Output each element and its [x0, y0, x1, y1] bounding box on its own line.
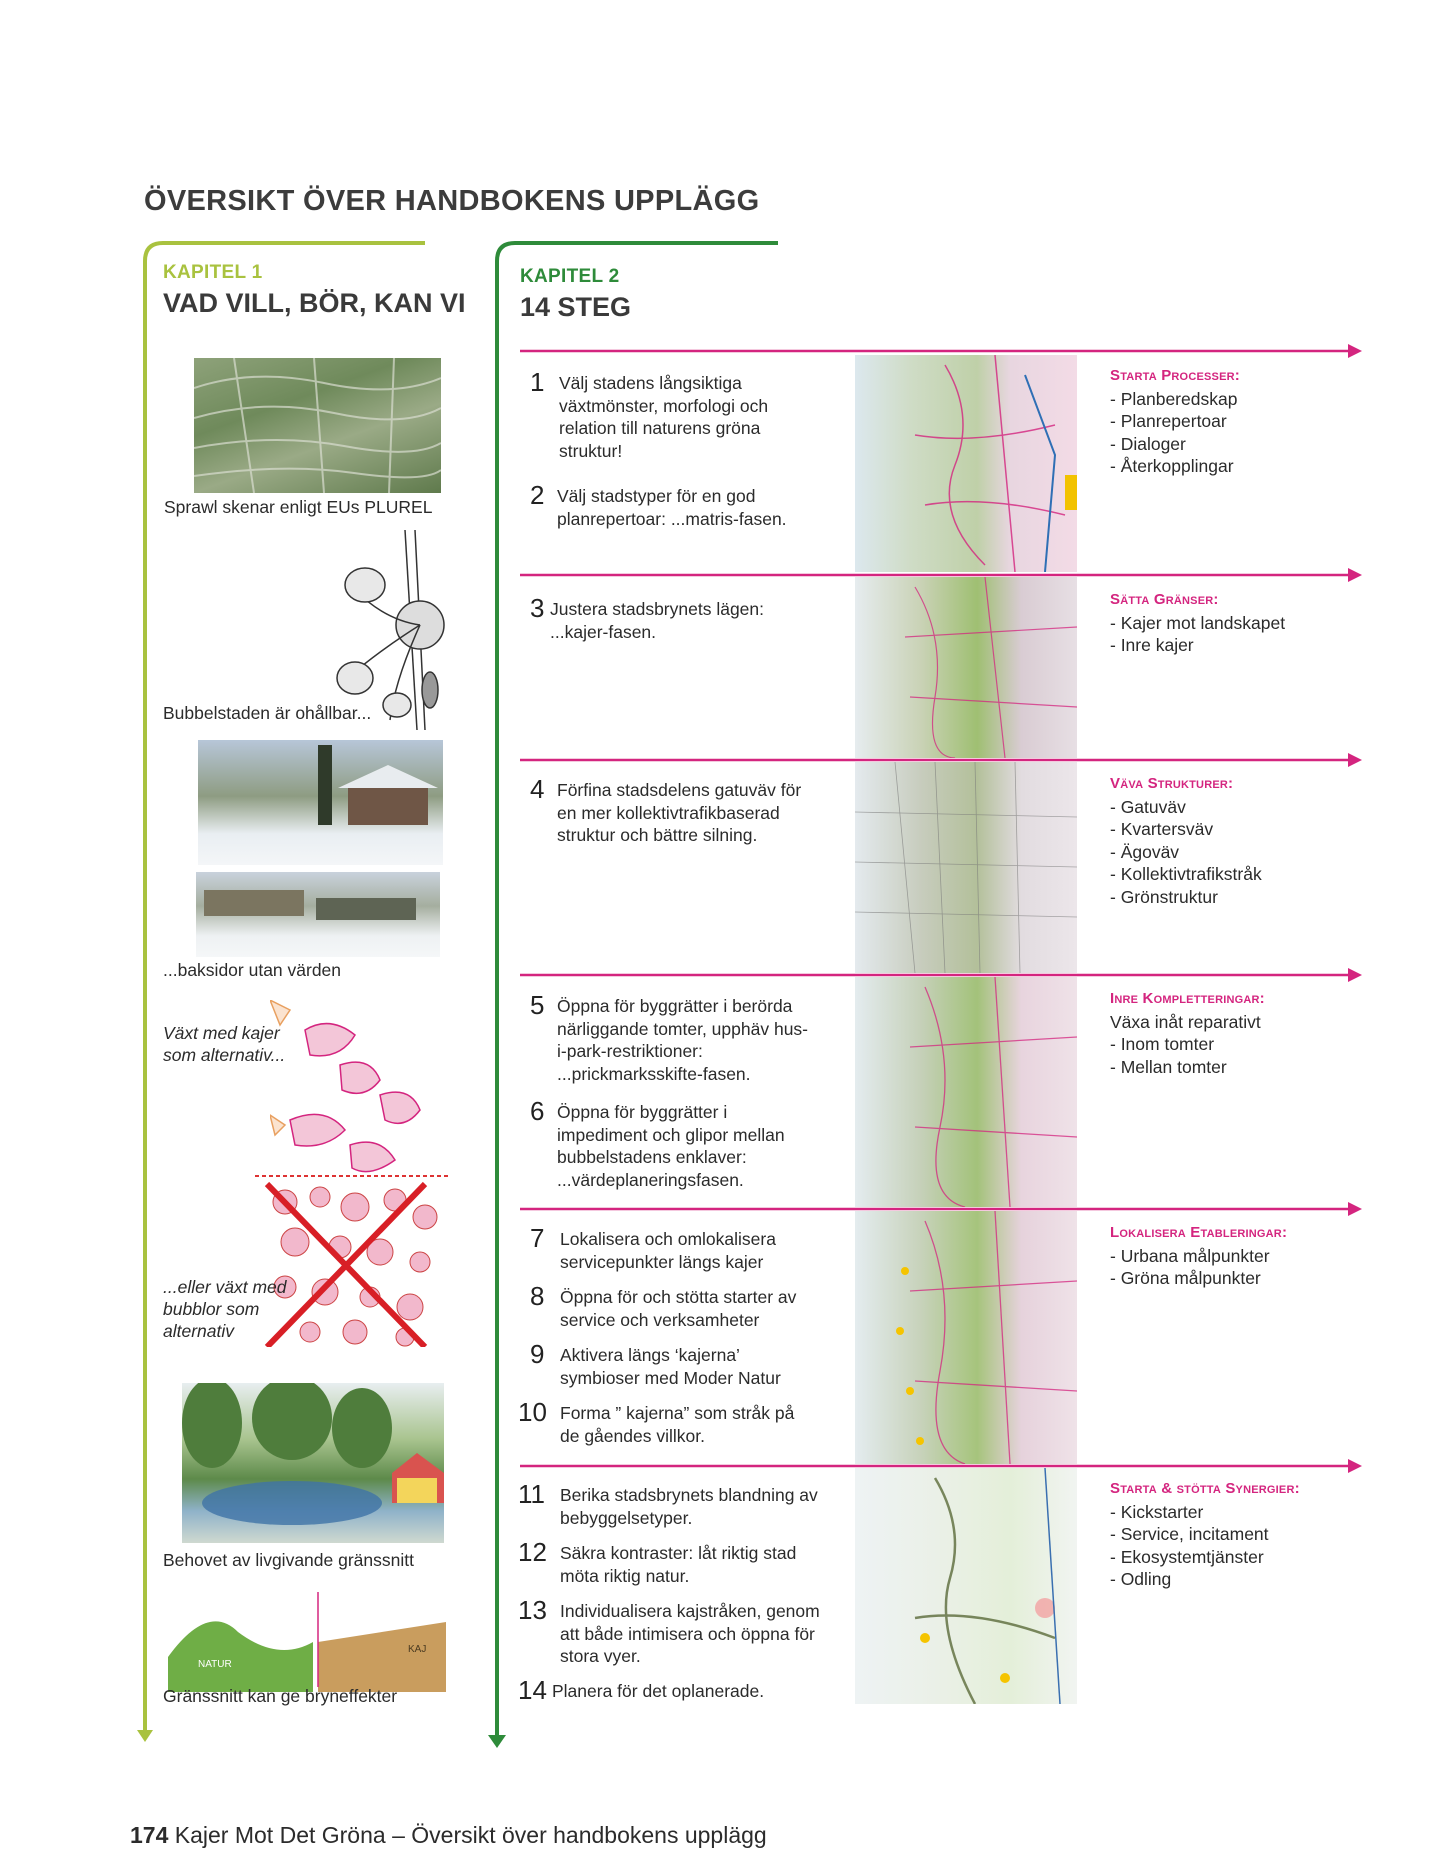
map-5 — [855, 1211, 1077, 1464]
caption-bubblor: ...eller växt med bubblor som alternativ — [163, 1277, 287, 1341]
phase-vava-strukturer: Väva Strukturer: - Gatuväv - Kvartersväv - Ägoväv - Kollektivtrafikstråk - Grönstruktur — [1110, 775, 1262, 907]
sprawl-aerial-photo — [194, 358, 441, 493]
phase-starta-synergier: Starta & stötta Synergier: - Kickstarter - Service, incitament - Ekosystemtjänster - Odling — [1110, 1480, 1300, 1589]
kajer-growth-sketch — [270, 1000, 445, 1185]
caption-baksidor: ...baksidor utan värden — [163, 960, 342, 980]
caption-behovet: Behovet av livgivande gränssnitt — [163, 1550, 414, 1570]
page-footer — [130, 1822, 767, 1849]
kapitel1-label: KAPITEL 1 — [163, 262, 263, 283]
footer-text: Kajer Mot Det Gröna – Översikt över handbokens upplägg — [174, 1822, 767, 1848]
kapitel2-title: 14 STEG — [520, 292, 632, 322]
step-1: 1 Välj stadens långsiktiga växtmönster, morfologi och relation till naturens gröna struktur! — [530, 367, 769, 461]
phase-inre-kompletteringar: Inre Kompletteringar: Växa inåt reparativt - Inom tomter - Mellan tomter — [1110, 990, 1265, 1077]
bubble-city-sketch — [325, 530, 445, 730]
map-1 — [855, 355, 1077, 572]
page-number: 174 — [130, 1822, 169, 1848]
nature-label: NATUR — [198, 1659, 232, 1670]
kapitel1-title: VAD VILL, BÖR, KAN VI — [163, 288, 466, 318]
phase-lokalisera-etableringar: Lokalisera Etableringar: - Urbana målpunkter - Gröna målpunkter — [1110, 1224, 1288, 1288]
map-4 — [855, 977, 1077, 1207]
kaj-label: KAJ — [408, 1644, 427, 1655]
page-title: ÖVERSIKT ÖVER HANDBOKENS UPPLÄGG — [144, 185, 760, 217]
map-3 — [855, 762, 1077, 973]
kapitel2-label: KAPITEL 2 — [520, 266, 620, 287]
phase-satta-granser: Sätta Gränser: - Kajer mot landskapet - Inre kajer — [1110, 591, 1286, 655]
caption-gransnitt: Gränssnitt kan ge bryneffekter — [163, 1686, 398, 1706]
map-6 — [855, 1468, 1077, 1704]
green-interface-illustration — [182, 1383, 444, 1543]
interface-section-diagram — [168, 1582, 446, 1692]
caption-vaxt-kajer: Växt med kajer som alternativ... — [163, 1023, 286, 1065]
caption-bubbel: Bubbelstaden är ohållbar... — [163, 703, 372, 723]
caption-sprawl: Sprawl skenar enligt EUs PLUREL — [164, 497, 433, 517]
winter-houses-photo — [196, 872, 440, 957]
map-2 — [855, 577, 1077, 758]
winter-backyard-photo — [198, 740, 443, 865]
phase-starta-processer: Starta Processer: - Planberedskap - Planrepertoar - Dialoger - Återkopplingar — [1110, 367, 1240, 476]
